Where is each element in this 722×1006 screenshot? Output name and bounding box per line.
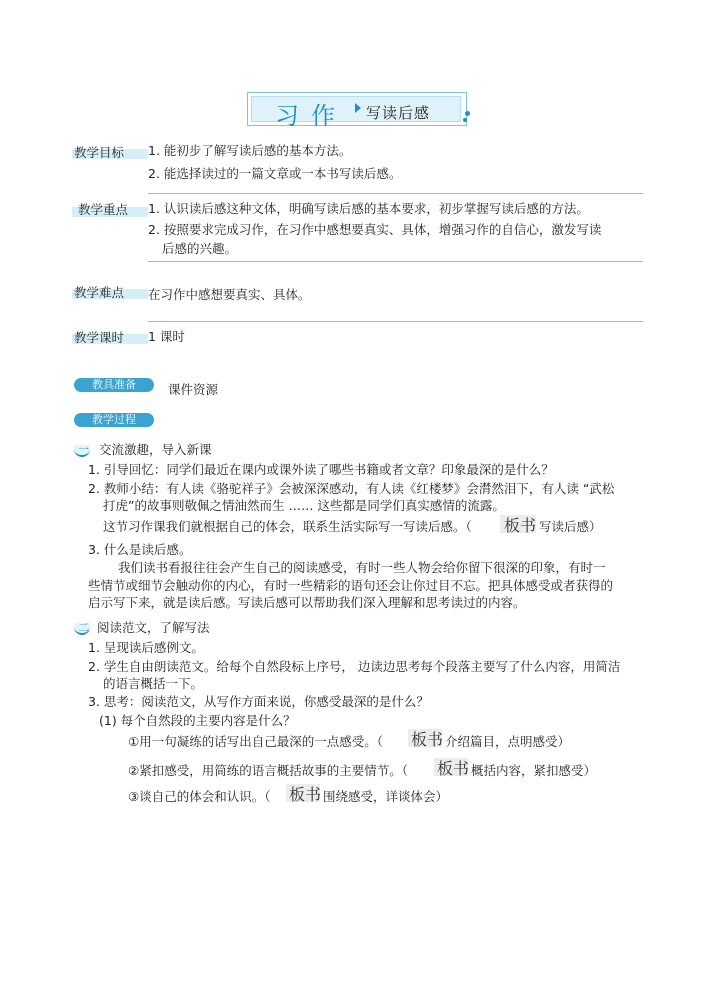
part2-item-1: ①用一句凝练的话写出自己最深的一点感受。（ bbox=[128, 734, 383, 749]
part2-line-5: (1) 每个自然段的主要内容是什么？ bbox=[99, 713, 296, 728]
hours-text: 1 课时 bbox=[148, 329, 185, 344]
dot-icon bbox=[465, 111, 470, 116]
hours-label: 教学课时 bbox=[74, 330, 125, 345]
part2-item-2b: 概括内容，紧扣感受） bbox=[471, 763, 597, 778]
board-mark: 板书 bbox=[411, 730, 444, 749]
title-arrow-icon bbox=[355, 103, 361, 113]
part2-item-3b: 围绕感受，详谈体会） bbox=[323, 789, 449, 804]
process-badge: 教学过程 bbox=[74, 413, 154, 427]
part1-line-3: 打虎”的故事则敬佩之情油然而生 …… 这些都是同学们真实感情的流露。 bbox=[103, 498, 505, 513]
board-mark: 板书 bbox=[504, 516, 537, 535]
part1-para-2: 些情节或细节会触动你的内心，有时一些精彩的语句还会让你过目不忘。把具体感受或者获得的 bbox=[88, 578, 614, 593]
part2-line-3: 的语言概括一下。 bbox=[103, 676, 204, 691]
part1-line-2: 2. 教师小结：有人读《骆驼祥子》会被深深感动，有人读《红楼梦》会潸然泪下，有人读 “武松 bbox=[88, 481, 615, 496]
goals-label: 教学目标 bbox=[74, 145, 125, 160]
part2-line-4: 3. 思考：阅读范文，从写作方面来说，你感受最深的是什么？ bbox=[88, 694, 429, 709]
part1-para-1: 我们读书看报往往会产生自己的阅读感受，有时一些人物会给你留下很深的印象，有时一 bbox=[118, 560, 606, 575]
focus-line-3: 后感的兴趣。 bbox=[162, 241, 238, 256]
focus-label: 教学重点 bbox=[78, 202, 129, 217]
difficulty-label: 教学难点 bbox=[74, 285, 125, 300]
part1-line-4: 这节习作课我们就根据自己的体会，联系生活实际写一写读后感。（ bbox=[103, 519, 472, 534]
part2-line-1: 1. 呈现读后感例文。 bbox=[88, 640, 204, 655]
board-mark: 板书 bbox=[437, 759, 470, 778]
page-title: 习作 bbox=[275, 102, 347, 130]
part1-line-4b: 写读后感） bbox=[539, 519, 602, 534]
goals-line-1: 1. 能初步了解写读后感的基本方法。 bbox=[148, 143, 352, 158]
divider bbox=[148, 193, 643, 194]
page-subtitle: 写读后感 bbox=[366, 104, 431, 122]
part1-heading: 交流激趣，导入新课 bbox=[99, 442, 212, 457]
board-mark: 板书 bbox=[289, 785, 322, 804]
section-number: 一 bbox=[78, 443, 89, 456]
part1-line-1: 1. 引导回忆：同学们最近在课内或课外读了哪些书籍或者文章？印象最深的是什么？ bbox=[88, 462, 554, 477]
prep-badge: 教具准备 bbox=[74, 378, 154, 392]
part2-item-3: ③谈自己的体会和认识。（ bbox=[128, 789, 271, 804]
part1-line-5: 3. 什么是读后感。 bbox=[88, 542, 192, 557]
dot-icon bbox=[463, 118, 467, 122]
goals-line-2: 2. 能选择读过的一篇文章或一本书写读后感。 bbox=[148, 166, 402, 181]
divider bbox=[148, 321, 643, 322]
part2-heading: 阅读范文，了解写法 bbox=[97, 620, 210, 635]
focus-line-1: 1. 认识读后感这种文体，明确写读后感的基本要求，初步掌握写读后感的方法。 bbox=[148, 201, 589, 216]
divider bbox=[148, 261, 643, 262]
focus-line-2: 2. 按照要求完成习作，在习作中感想要真实、具体，增强习作的自信心，激发写读 bbox=[148, 222, 602, 237]
prep-text: 课件资源 bbox=[168, 382, 219, 397]
part1-para-3: 启示写下来，就是读后感。写读后感可以帮助我们深入理解和思考读过的内容。 bbox=[88, 595, 526, 610]
section-number: 二 bbox=[78, 621, 89, 634]
part2-line-2: 2. 学生自由朗读范文。给每个自然段标上序号， 边读边思考每个段落主要写了什么内容，用简洁 bbox=[88, 659, 621, 674]
part2-item-1b: 介绍篇目，点明感受） bbox=[445, 734, 571, 749]
difficulty-text: 在习作中感想要真实、具体。 bbox=[148, 287, 311, 302]
part2-item-2: ②紧扣感受，用简练的语言概括故事的主要情节。（ bbox=[128, 763, 408, 778]
